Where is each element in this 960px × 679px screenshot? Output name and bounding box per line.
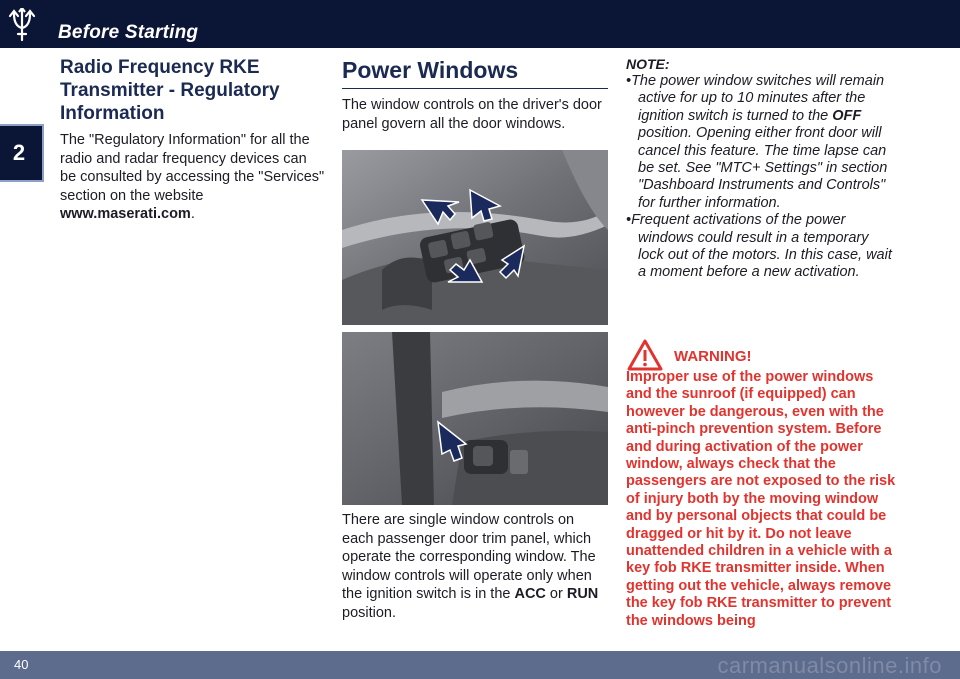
warning-title: WARNING! xyxy=(674,348,752,365)
chapter-tab xyxy=(0,124,44,182)
header-bar xyxy=(0,0,960,48)
warning-header xyxy=(626,338,896,368)
power-windows-heading: Power Windows xyxy=(342,57,519,83)
passenger-door-switch-photo xyxy=(342,332,608,505)
page-number: 40 xyxy=(14,657,29,672)
warning-triangle-icon xyxy=(626,338,664,372)
note-item-1-text: The power window switches will remain active for up to 10 minutes after the ignition switch is turned to the xyxy=(631,73,885,124)
note-section xyxy=(626,55,896,282)
rke-body-text: The "Regulatory Information" for all the radio and radar frequency devices can be consulted by accessing the "Services" section on the website xyxy=(60,132,325,204)
note-label: NOTE: xyxy=(626,56,670,72)
off-keyword: OFF xyxy=(832,107,862,124)
acc-keyword: ACC xyxy=(514,586,546,602)
chapter-number: 2 xyxy=(12,140,26,165)
run-keyword: RUN xyxy=(566,586,599,602)
watermark: carmanualsonline.info xyxy=(717,653,942,678)
rke-body-end: . xyxy=(190,206,195,222)
power-windows-section xyxy=(342,56,608,133)
rke-regulatory-heading: Radio Frequency RKE Transmitter - Regulatory Information xyxy=(60,57,280,124)
section-title: Before Starting xyxy=(58,22,199,43)
website-link[interactable]: www.maserati.com xyxy=(60,206,191,222)
or-text: or xyxy=(545,586,567,602)
heading-rule xyxy=(342,88,608,89)
passenger-controls-end: position. xyxy=(342,604,397,621)
note-bullet-2: • xyxy=(626,212,632,229)
power-windows-intro: The window controls on the driver's door panel govern all the door windows. xyxy=(342,97,602,132)
warning-body: Improper use of the power windows and the sunroof (if equipped) can however be dangerous, even with the anti-pinch prevention system. Before and during activation of the power window, always check that the passengers are not exposed to the risk of injury both by the moving window and by personal objects that could be dragged or hit by it. Do not leave unattended children in a vehicle with a key fob RKE transmitter inside. When getting out the vehicle, always remove the key fob RKE transmitter to prevent the windows being xyxy=(626,369,896,629)
note-bullet-1: • xyxy=(626,73,632,89)
driver-door-switches-photo xyxy=(342,150,608,325)
trident-logo-icon xyxy=(8,8,36,42)
note-item-2-text: Frequent activations of the power windows could result in a temporary lock out of the motors. In this case, wait a moment before a new activation. xyxy=(631,212,892,281)
note-item-1-end: position. Opening either front door will cancel this feature. The time lapse can be set. See "MTC+ Settings" in section "Dashboard Instruments and Controls" for further information. xyxy=(638,125,888,211)
note-item-2 xyxy=(626,212,896,282)
note-item-1 xyxy=(626,73,896,212)
passenger-controls-body: There are single window controls on each passenger door trim panel, which operate the corresponding window. The window controls will operate only when the ignition switch is in the xyxy=(342,512,596,602)
footer-bar xyxy=(0,651,960,679)
rke-regulatory-body xyxy=(60,131,325,224)
passenger-controls-text xyxy=(342,511,608,622)
rke-regulatory-section xyxy=(60,56,325,224)
